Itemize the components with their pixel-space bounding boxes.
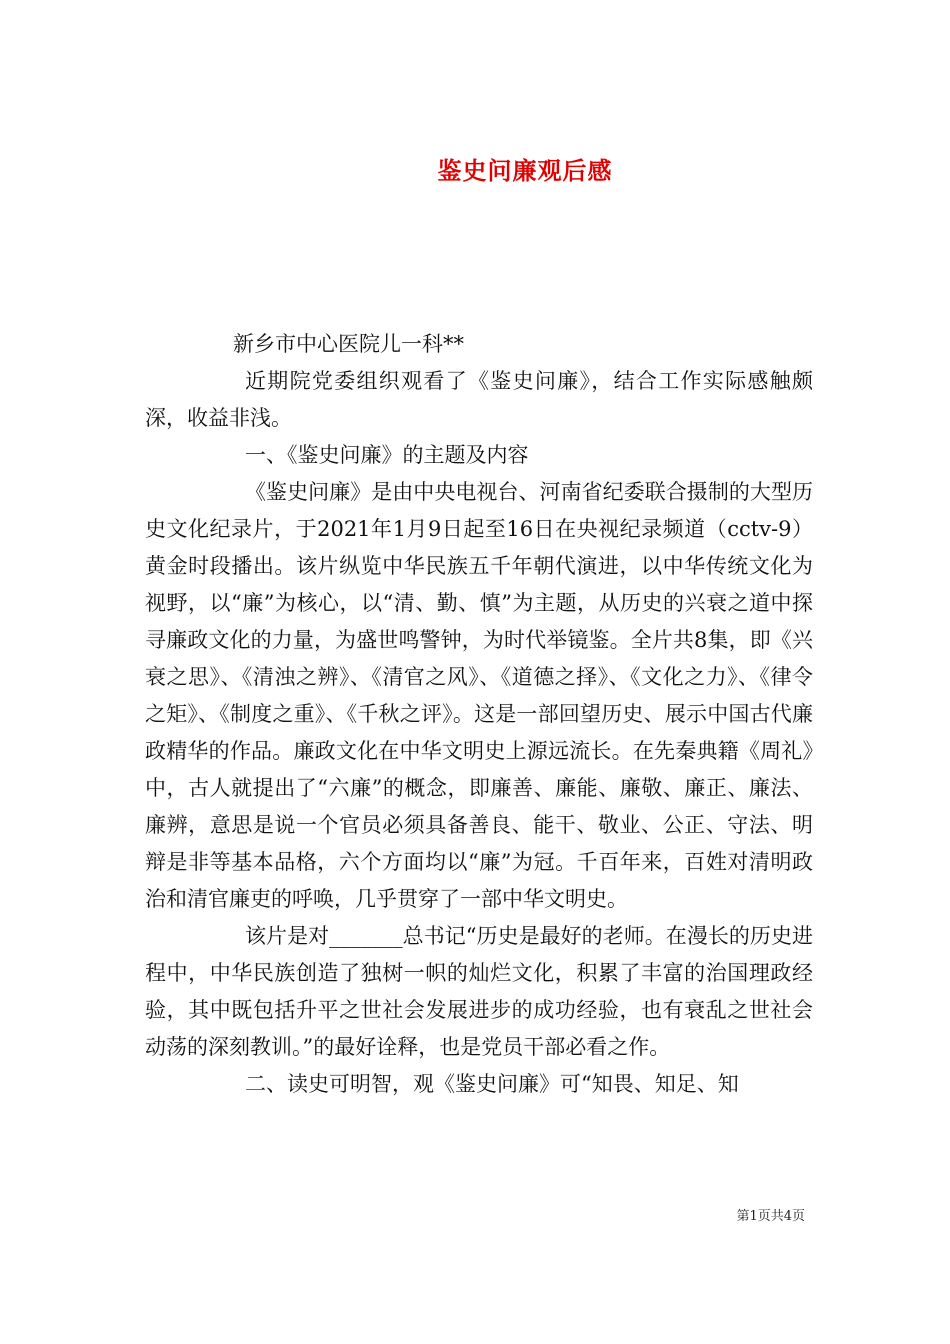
section-heading-2: 二、读史可明智，观《鉴史问廉》可“知畏、知足、知	[245, 1072, 739, 1096]
author-line: 新乡市中心医院儿一科**	[233, 332, 464, 356]
paragraph-intro: 近期院党委组织观看了《鉴史问廉》，结合工作实际感触颇深，收益非浅。	[145, 369, 813, 430]
paragraph-content: 《鉴史问廉》是由中央电视台、河南省纪委联合摄制的大型历史文化纪录片，于2021年1月9日起至16日在央视纪录频道（cctv-9）黄金时段播出。该片纵览中华民族五千年朝代演进，以中华传统文化为视野，以“廉”为核心，以“清、勤、慎”为主题，从历史的兴衰之道中探寻廉政文化的力量，为盛世鸣警钟，为时代举镜鉴。全片共8集，即《兴衰之思》、《清浊之辨》、《清官之风》、《道德之择》、《文化之力》、《律令之矩》、《制度之重》、《千秋之评》。这是一部回望历史、展示中国古代廉政精华的作品。廉政文化在中华文明史上源远流长。在先秦典籍《周礼》中，古人就提出了“六廉”的概念，即廉善、廉能、廉敬、廉正、廉法、廉辨，意思是说一个官员必须具备善良、能干、敬业、公正、守法、明辩是非等基本品格，六个方面均以“廉”为冠。千百年来，百姓对清明政治和清官廉吏的呼唤，几乎贯穿了一部中华文明史。	[145, 480, 813, 911]
document-body	[145, 326, 813, 1103]
section-heading-1: 一、《鉴史问廉》的主题及内容	[245, 443, 529, 467]
document-title: 鉴史问廉观后感	[437, 156, 613, 186]
paragraph-quote: 该片是对_______总书记“历史是最好的老师。在漫长的历史进程中，中华民族创造了独树一帜的灿烂文化，积累了丰富的治国理政经验，其中既包括升平之世社会发展进步的成功经验，也有衰乱之世社会动荡的深刻教训。”的最好诠释，也是党员干部必看之作。	[145, 924, 813, 1059]
page-number: 第1页共4页	[736, 1209, 805, 1224]
